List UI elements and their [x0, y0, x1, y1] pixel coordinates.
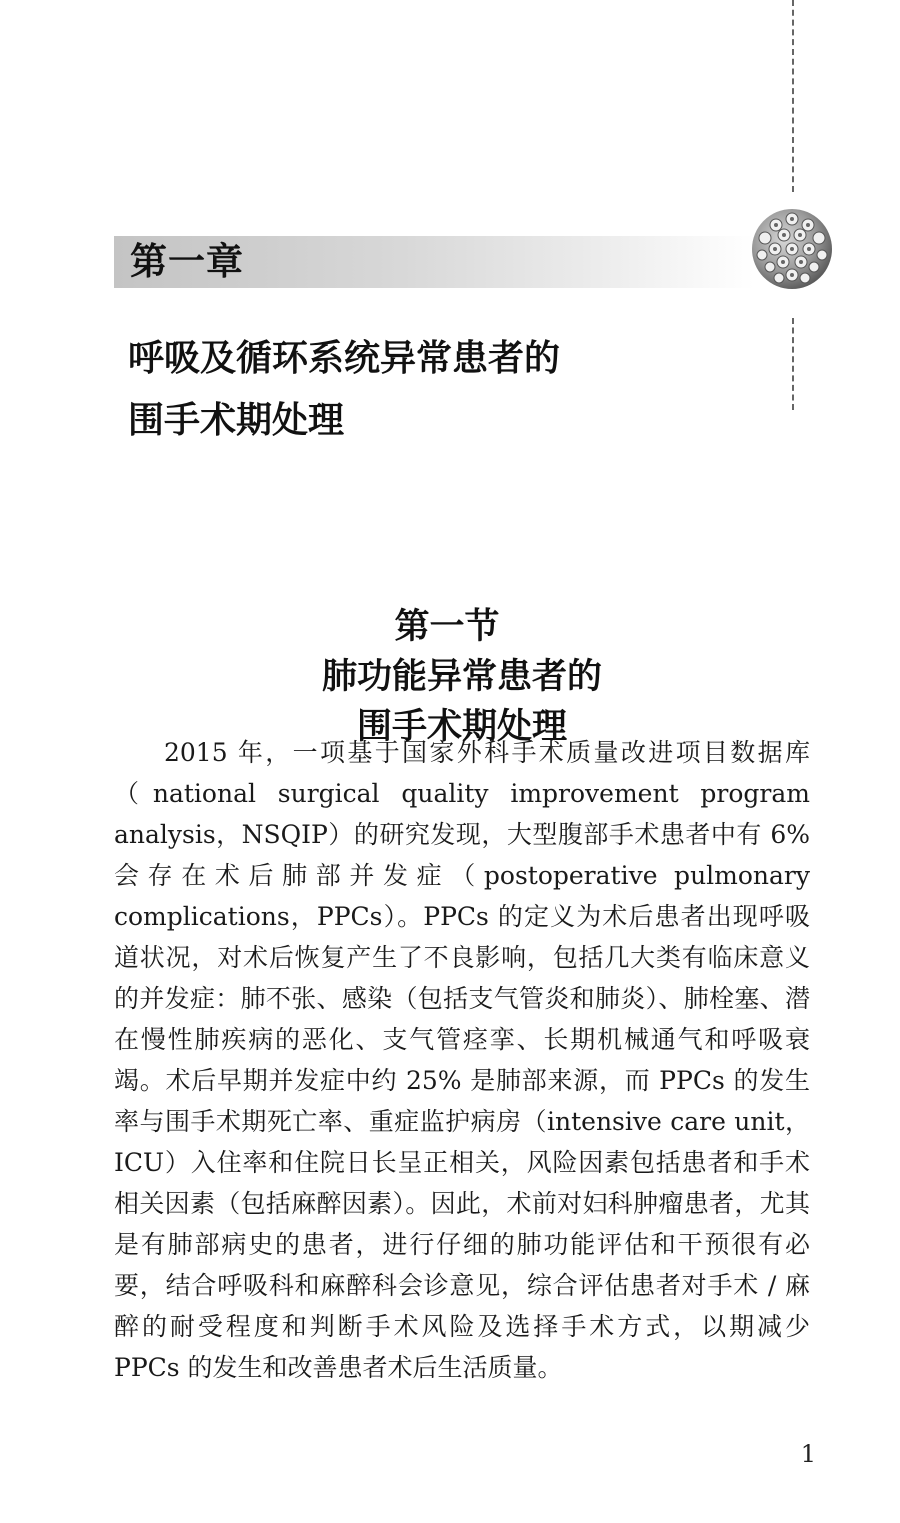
section-title-line-2: 围手术期处理 [356, 706, 567, 747]
page-number: 1 [800, 1440, 816, 1468]
section-title [114, 602, 810, 752]
section-title-text-1: 肺功能异常患者的 [321, 656, 602, 697]
chapter-title [128, 328, 748, 452]
chapter-title-line-2: 围手术期处理 [128, 400, 345, 441]
body-paragraph: 2015 年，一项基于国家外科手术质量改进项目数据库（national surgical quality improvement program analysis，NSQIP）的研究发现，大型腹部手术患者中有 6% 会存在术后肺部并发症（postoperative pulmonary complications，PPCs）。PPCs 的定义为术后患者出现呼吸道状况，对术后恢复产生了不良影响，包括几大类有临床意义的并发症：肺不张、感染（包括支气管炎和肺炎）、肺栓塞、潜在慢性肺疾病的恶化、支气管痉挛、长期机械通气和呼吸衰竭。术后早期并发症中约 25% 是肺部来源，而 PPCs 的发生率与围手术期死亡率、重症监护病房（intensive care unit，ICU）入住率和住院日长呈正相关，风险因素包括患者和手术相关因素（包括麻醉因素）。因此，术前对妇科肿瘤患者，尤其是有肺部病史的患者，进行仔细的肺功能评估和干预很有必要，结合呼吸科和麻醉科会诊意见，综合评估患者对手术 / 麻醉的耐受程度和判断手术风险及选择手术方式，以期减少 PPCs 的发生和改善患者术后生活质量。 [114, 738, 810, 1382]
section-number: 第一节 [394, 606, 500, 647]
section-title-line-1 [114, 602, 810, 702]
virus-icon [748, 205, 836, 293]
chapter-label: 第一章 [130, 240, 244, 283]
bottom-dashed-line [792, 318, 794, 410]
top-dashed-line [792, 0, 794, 192]
chapter-title-line-1: 呼吸及循环系统异常患者的 [128, 338, 561, 379]
